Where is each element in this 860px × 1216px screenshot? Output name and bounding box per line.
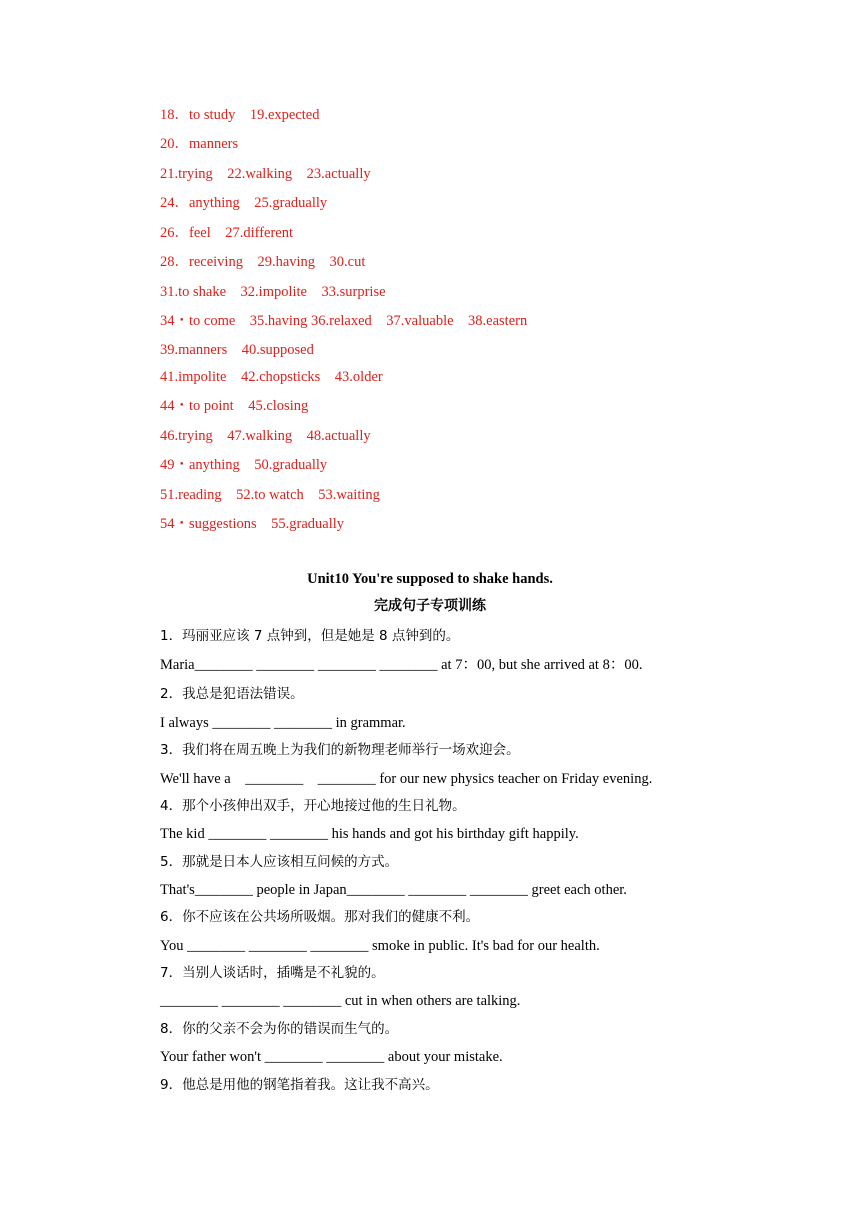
answer-line: 20．manners xyxy=(160,136,239,152)
question-english: You ________ ________ ________ smoke in public. It's bad for our health. xyxy=(160,938,600,954)
answer-line: 51.reading 52.to watch 53.waiting xyxy=(160,487,380,503)
answer-line: 49・anything 50.gradually xyxy=(160,457,328,473)
question-chinese: 1．玛丽亚应该 7 点钟到，但是她是 8 点钟到的。 xyxy=(160,628,460,644)
answer-line: 41.impolite 42.chopsticks 43.older xyxy=(160,369,383,385)
question-english: ________ ________ ________ cut in when others are talking. xyxy=(160,993,521,1009)
question-chinese: 6．你不应该在公共场所吸烟。那对我们的健康不利。 xyxy=(160,909,480,925)
answer-line: 21.trying 22.walking 23.actually xyxy=(160,166,371,182)
question-chinese: 4．那个小孩伸出双手，开心地接过他的生日礼物。 xyxy=(160,798,466,814)
question-english: Maria________ ________ ________ ________ at 7：00, but she arrived at 8：00. xyxy=(160,657,643,673)
question-english: Your father won't ________ ________ about your mistake. xyxy=(160,1049,503,1065)
answer-line: 26．feel 27.different xyxy=(160,225,294,241)
unit-title: Unit10 You're supposed to shake hands. xyxy=(307,571,553,587)
question-chinese: 7．当别人谈话时，插嘴是不礼貌的。 xyxy=(160,965,385,981)
answer-line: 18．to study 19.expected xyxy=(160,107,320,123)
answer-line: 31.to shake 32.impolite 33.surprise xyxy=(160,284,386,300)
answer-line: 28．receiving 29.having 30.cut xyxy=(160,254,366,270)
section-title: 完成句子专项训练 xyxy=(374,598,486,614)
question-chinese: 9．他总是用他的钢笔指着我。这让我不高兴。 xyxy=(160,1077,439,1093)
question-english: We'll have a ________ ________ for our new physics teacher on Friday evening. xyxy=(160,771,653,787)
question-chinese: 5．那就是日本人应该相互问候的方式。 xyxy=(160,854,399,870)
question-chinese: 2．我总是犯语法错误。 xyxy=(160,686,304,702)
answer-line: 24．anything 25.gradually xyxy=(160,195,328,211)
answer-line: 46.trying 47.walking 48.actually xyxy=(160,428,371,444)
answer-line: 39.manners 40.supposed xyxy=(160,342,314,358)
answer-line: 34・to come 35.having 36.relaxed 37.valuable 38.eastern xyxy=(160,313,528,329)
answer-line: 54・suggestions 55.gradually xyxy=(160,516,345,532)
question-english: That's________ people in Japan________ ________ ________ greet each other. xyxy=(160,882,627,898)
question-chinese: 8．你的父亲不会为你的错误而生气的。 xyxy=(160,1021,399,1037)
answer-line: 44・to point 45.closing xyxy=(160,398,309,414)
question-english: I always ________ ________ in grammar. xyxy=(160,715,406,731)
question-english: The kid ________ ________ his hands and got his birthday gift happily. xyxy=(160,826,579,842)
question-chinese: 3．我们将在周五晚上为我们的新物理老师举行一场欢迎会。 xyxy=(160,742,520,758)
